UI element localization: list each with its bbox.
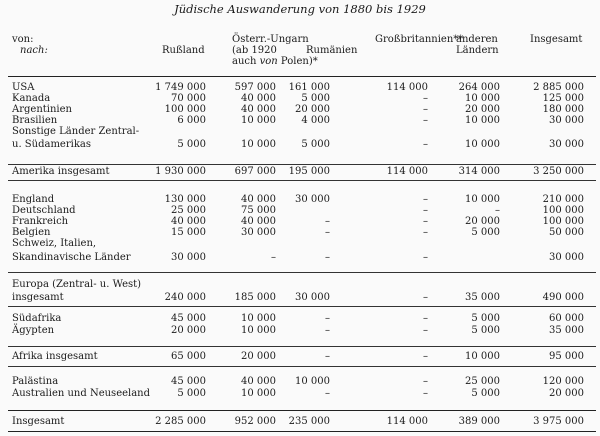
row-label: USA [12, 82, 35, 93]
rule-total-bottom [8, 431, 596, 432]
cell-oesterreich-ungarn: 10 000 [241, 388, 276, 399]
row-label: Ägypten [12, 325, 55, 336]
cell-oesterreich-ungarn: 697 000 [234, 166, 276, 177]
cell-russland: 70 000 [171, 93, 206, 104]
cell-andere-laender: 5 000 [471, 388, 500, 399]
cell-insgesamt: 100 000 [542, 205, 584, 216]
cell-grossbritannien: – [423, 313, 428, 324]
header-oesterreich-ungarn: Österr.-Ungarn (ab 1920 auch von Polen)* [232, 34, 318, 67]
header-grossbritannien: Großbritannien** [375, 34, 464, 45]
cell-insgesamt: 50 000 [549, 227, 584, 238]
cell-grossbritannien: – [423, 139, 428, 150]
cell-russland: 45 000 [171, 376, 206, 387]
cell-oesterreich-ungarn: 10 000 [241, 139, 276, 150]
cell-grossbritannien: – [423, 351, 428, 362]
row-label: Skandinavische Länder [12, 252, 131, 263]
cell-grossbritannien: – [423, 104, 428, 115]
row-label: Argentinien [12, 104, 72, 115]
cell-grossbritannien: – [423, 325, 428, 336]
cell-insgesamt: 490 000 [542, 292, 584, 303]
cell-rumaenien: – [325, 227, 330, 238]
cell-insgesamt: 210 000 [542, 194, 584, 205]
cell-oesterreich-ungarn: 40 000 [241, 194, 276, 205]
cell-russland: 15 000 [171, 227, 206, 238]
cell-grossbritannien: 114 000 [386, 82, 428, 93]
cell-grossbritannien: – [423, 376, 428, 387]
cell-rumaenien: 30 000 [295, 292, 330, 303]
cell-russland: 45 000 [171, 313, 206, 324]
row-label: Palästina [12, 376, 59, 387]
cell-insgesamt: 3 975 000 [533, 416, 584, 427]
cell-grossbritannien: 114 000 [386, 416, 428, 427]
cell-insgesamt: 30 000 [549, 115, 584, 126]
row-label: u. Südamerikas [12, 139, 91, 150]
header-russland: Rußland [162, 45, 205, 56]
cell-grossbritannien: – [423, 388, 428, 399]
cell-andere-laender: 389 000 [458, 416, 500, 427]
cell-rumaenien: 20 000 [295, 104, 330, 115]
rule-europa-top [8, 272, 596, 273]
cell-oesterreich-ungarn: 952 000 [234, 416, 276, 427]
cell-andere-laender: 10 000 [465, 115, 500, 126]
row-label: England [12, 194, 55, 205]
cell-andere-laender: 5 000 [471, 313, 500, 324]
cell-rumaenien: – [325, 216, 330, 227]
cell-insgesamt: 100 000 [542, 216, 584, 227]
cell-rumaenien: 10 000 [295, 376, 330, 387]
cell-oesterreich-ungarn: 75 000 [241, 205, 276, 216]
cell-oesterreich-ungarn: 10 000 [241, 325, 276, 336]
cell-rumaenien: 195 000 [288, 166, 330, 177]
cell-insgesamt: 35 000 [549, 325, 584, 336]
cell-andere-laender: 5 000 [471, 325, 500, 336]
header-andere-laender: anderen Ländern [456, 34, 499, 56]
cell-oesterreich-ungarn: – [271, 252, 276, 263]
row-label: Südafrika [12, 313, 62, 324]
cell-rumaenien: 5 000 [301, 93, 330, 104]
cell-grossbritannien: – [423, 292, 428, 303]
cell-insgesamt: 60 000 [549, 313, 584, 324]
header-von: von: [12, 34, 34, 45]
cell-andere-laender: 20 000 [465, 216, 500, 227]
cell-insgesamt: 2 885 000 [533, 82, 584, 93]
cell-insgesamt: 30 000 [549, 139, 584, 150]
rule-amerika-top [8, 164, 596, 165]
cell-oesterreich-ungarn: 10 000 [241, 115, 276, 126]
cell-russland: 40 000 [171, 216, 206, 227]
cell-russland: 30 000 [171, 252, 206, 263]
row-label: insgesamt [12, 292, 64, 303]
cell-oesterreich-ungarn: 40 000 [241, 93, 276, 104]
cell-rumaenien: – [325, 388, 330, 399]
rule-amerika-bottom [8, 180, 596, 181]
cell-russland: 25 000 [171, 205, 206, 216]
header-nach: nach: [20, 45, 48, 56]
cell-grossbritannien: – [423, 216, 428, 227]
cell-grossbritannien: – [423, 252, 428, 263]
row-label: Afrika insgesamt [12, 351, 98, 362]
row-label: Australien und Neuseeland [12, 388, 151, 399]
cell-insgesamt: 125 000 [542, 93, 584, 104]
cell-insgesamt: 120 000 [542, 376, 584, 387]
rule-afrika-top [8, 346, 596, 347]
cell-grossbritannien: 114 000 [386, 166, 428, 177]
cell-insgesamt: 95 000 [549, 351, 584, 362]
cell-insgesamt: 30 000 [549, 252, 584, 263]
cell-grossbritannien: – [423, 205, 428, 216]
cell-grossbritannien: – [423, 194, 428, 205]
row-label: Amerika insgesamt [12, 166, 110, 177]
cell-rumaenien: 30 000 [295, 194, 330, 205]
row-label: Belgien [12, 227, 51, 238]
cell-rumaenien: 4 000 [301, 115, 330, 126]
rule-europa-bottom [8, 306, 596, 307]
row-label: Europa (Zentral- u. West) [12, 279, 142, 290]
cell-insgesamt: 3 250 000 [533, 166, 584, 177]
row-label: Schweiz, Italien, [12, 238, 97, 249]
cell-rumaenien: – [325, 252, 330, 263]
cell-oesterreich-ungarn: 10 000 [241, 313, 276, 324]
cell-russland: 65 000 [171, 351, 206, 362]
cell-rumaenien: 161 000 [288, 82, 330, 93]
cell-andere-laender: 20 000 [465, 104, 500, 115]
row-label: Deutschland [12, 205, 76, 216]
cell-oesterreich-ungarn: 20 000 [241, 351, 276, 362]
row-label: Kanada [12, 93, 51, 104]
row-label: Insgesamt [12, 416, 65, 427]
cell-russland: 240 000 [164, 292, 206, 303]
cell-andere-laender: 35 000 [465, 292, 500, 303]
cell-insgesamt: 20 000 [549, 388, 584, 399]
cell-oesterreich-ungarn: 597 000 [234, 82, 276, 93]
header-insgesamt: Insgesamt [530, 34, 583, 45]
cell-andere-laender: 10 000 [465, 139, 500, 150]
cell-oesterreich-ungarn: 40 000 [241, 104, 276, 115]
cell-andere-laender: 5 000 [471, 227, 500, 238]
rule-total-top [8, 410, 596, 411]
cell-russland: 5 000 [177, 388, 206, 399]
cell-andere-laender: 314 000 [458, 166, 500, 177]
cell-andere-laender: 10 000 [465, 351, 500, 362]
cell-grossbritannien: – [423, 227, 428, 238]
cell-rumaenien: – [325, 351, 330, 362]
row-label: Sonstige Länder Zentral- [12, 126, 140, 137]
cell-oesterreich-ungarn: 40 000 [241, 376, 276, 387]
rule-afrika-bottom [8, 366, 596, 367]
cell-rumaenien: 235 000 [288, 416, 330, 427]
cell-russland: 1 749 000 [155, 82, 206, 93]
cell-oesterreich-ungarn: 185 000 [234, 292, 276, 303]
cell-russland: 2 285 000 [155, 416, 206, 427]
cell-insgesamt: 180 000 [542, 104, 584, 115]
cell-grossbritannien: – [423, 115, 428, 126]
cell-rumaenien: 5 000 [301, 139, 330, 150]
cell-oesterreich-ungarn: 40 000 [241, 216, 276, 227]
cell-russland: 5 000 [177, 139, 206, 150]
cell-andere-laender: 25 000 [465, 376, 500, 387]
cell-rumaenien: – [325, 325, 330, 336]
header-rumaenien: Rumänien [306, 45, 358, 56]
cell-andere-laender: 10 000 [465, 93, 500, 104]
cell-grossbritannien: – [423, 93, 428, 104]
cell-russland: 20 000 [171, 325, 206, 336]
cell-russland: 1 930 000 [155, 166, 206, 177]
cell-andere-laender: 10 000 [465, 194, 500, 205]
cell-russland: 130 000 [164, 194, 206, 205]
cell-rumaenien: – [325, 313, 330, 324]
row-label: Brasilien [12, 115, 58, 126]
table-title: Jüdische Auswanderung von 1880 bis 1929 [174, 2, 426, 16]
cell-andere-laender: 264 000 [458, 82, 500, 93]
cell-andere-laender: – [495, 205, 500, 216]
cell-russland: 6 000 [177, 115, 206, 126]
cell-russland: 100 000 [164, 104, 206, 115]
rule-header [8, 76, 596, 77]
cell-oesterreich-ungarn: 30 000 [241, 227, 276, 238]
row-label: Frankreich [12, 216, 69, 227]
